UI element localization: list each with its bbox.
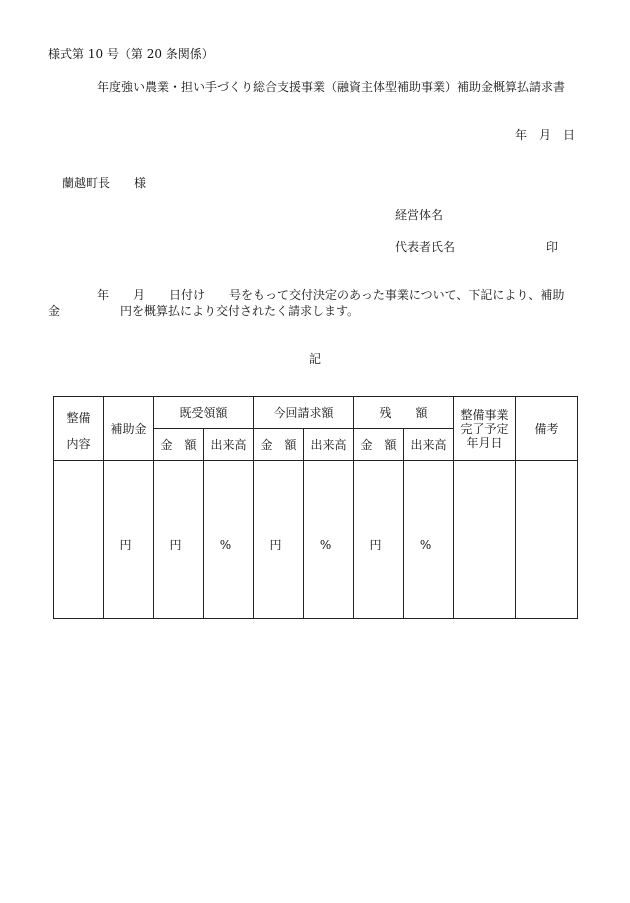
cell-received-progress-unit: % [204, 461, 254, 619]
header-completion-line-2: 完了予定 [460, 421, 509, 436]
sub-received-progress: 出来高 [204, 429, 254, 461]
cell-remaining-progress-unit: % [404, 461, 454, 619]
cell-current-amount-unit: 円 [254, 461, 304, 619]
sub-remaining-progress: 出来高 [404, 429, 454, 461]
cell-remaining-amount-unit: 円 [354, 461, 404, 619]
header-item-line-2: 内容 [66, 436, 91, 451]
header-completion [454, 397, 516, 461]
cell-completion [454, 461, 516, 619]
sub-received-amount: 金 額 [154, 429, 204, 461]
seal-mark: 印 [546, 240, 559, 254]
cell-current-progress-unit: % [304, 461, 354, 619]
header-completion-line-3: 年月日 [466, 435, 503, 450]
entity-name-label: 経営体名 [395, 208, 444, 222]
date-line: 年 月 日 [515, 128, 576, 142]
sub-remaining-amount: 金 額 [354, 429, 404, 461]
request-table [53, 396, 578, 619]
header-subsidy: 補助金 [104, 397, 154, 461]
header-received: 既受領額 [154, 397, 254, 429]
body-text-line-2: 金 円を概算払により交付されたく請求します。 [48, 304, 360, 318]
body-text-line-1: 年 月 日付け 号をもって交付決定のあった事業について、下記により、補助 [97, 288, 565, 302]
header-item [54, 397, 104, 461]
header-remarks: 備考 [516, 397, 578, 461]
header-completion-line-1: 整備事業 [460, 407, 509, 422]
sub-current-progress: 出来高 [304, 429, 354, 461]
header-current: 今回請求額 [254, 397, 354, 429]
cell-item [54, 461, 104, 619]
cell-subsidy-unit: 円 [104, 461, 154, 619]
header-item-line-1: 整備 [66, 410, 91, 425]
representative-name-label: 代表者氏名 [395, 240, 456, 254]
cell-received-amount-unit: 円 [154, 461, 204, 619]
ki-heading: 記 [309, 352, 322, 366]
document-title: 年度強い農業・担い手づくり総合支援事業（融資主体型補助事業）補助金概算払請求書 [97, 80, 566, 94]
addressee: 蘭越町長 様 [62, 176, 147, 190]
header-remaining: 残 額 [354, 397, 454, 429]
sub-current-amount: 金 額 [254, 429, 304, 461]
cell-remarks [516, 461, 578, 619]
form-number: 様式第 10 号（第 20 条関係） [48, 47, 214, 61]
